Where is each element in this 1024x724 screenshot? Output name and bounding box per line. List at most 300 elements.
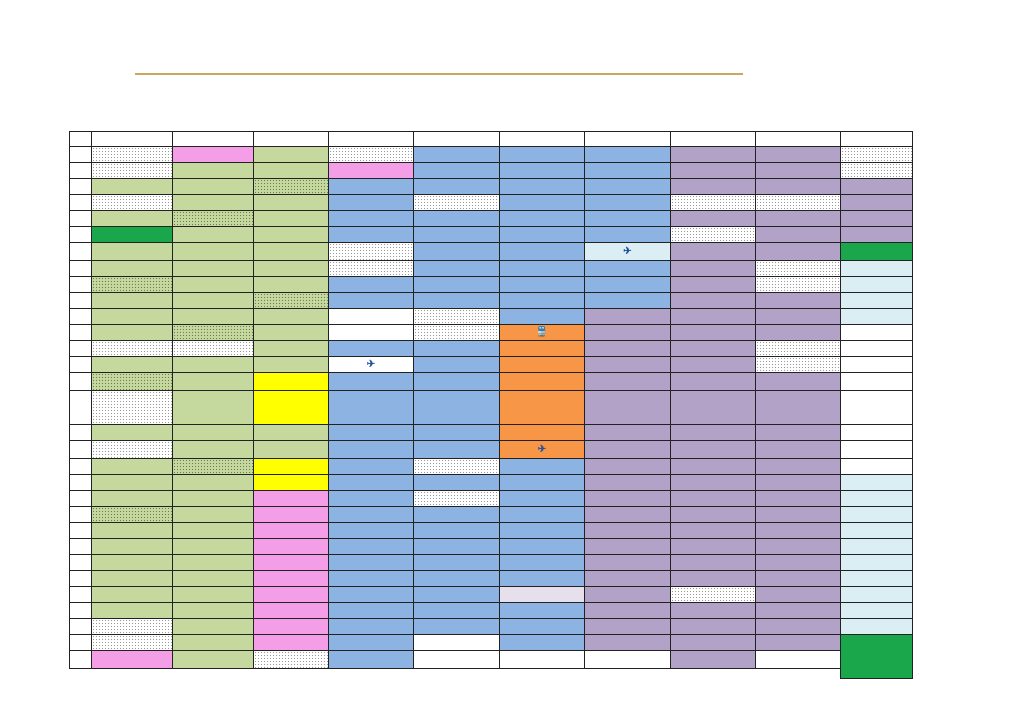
day-cell[interactable] <box>172 226 254 243</box>
day-cell[interactable] <box>172 602 254 619</box>
day-cell[interactable] <box>91 162 173 179</box>
day-cell[interactable] <box>413 276 500 293</box>
day-cell[interactable] <box>499 506 585 523</box>
day-cell[interactable] <box>253 586 329 603</box>
day-cell[interactable] <box>840 292 913 309</box>
day-cell[interactable] <box>91 440 173 459</box>
day-cell[interactable] <box>328 522 414 539</box>
day-cell[interactable] <box>91 194 173 211</box>
day-cell[interactable] <box>253 458 329 475</box>
day-cell[interactable] <box>328 570 414 587</box>
day-cell[interactable] <box>499 226 585 243</box>
day-cell[interactable] <box>584 490 671 507</box>
day-cell[interactable] <box>499 602 585 619</box>
day-cell[interactable] <box>328 372 414 391</box>
day-cell[interactable] <box>253 226 329 243</box>
day-cell[interactable] <box>670 570 756 587</box>
day-cell[interactable] <box>328 162 414 179</box>
day-cell[interactable] <box>840 424 913 441</box>
day-cell[interactable] <box>755 522 841 539</box>
day-cell[interactable] <box>670 340 756 357</box>
day-cell[interactable] <box>499 586 585 603</box>
day-cell[interactable] <box>499 194 585 211</box>
day-cell[interactable] <box>670 210 756 227</box>
day-cell[interactable] <box>584 650 671 669</box>
day-cell[interactable] <box>91 458 173 475</box>
day-cell[interactable] <box>755 146 841 163</box>
day-cell[interactable] <box>413 146 500 163</box>
day-cell[interactable] <box>499 554 585 571</box>
day-cell[interactable] <box>584 146 671 163</box>
day-cell[interactable] <box>670 308 756 325</box>
day-cell[interactable] <box>253 242 329 261</box>
day-cell[interactable] <box>840 618 913 635</box>
day-cell[interactable] <box>172 538 254 555</box>
day-cell[interactable] <box>172 490 254 507</box>
day-cell[interactable] <box>328 356 414 373</box>
day-cell[interactable] <box>755 570 841 587</box>
day-cell[interactable] <box>755 634 841 651</box>
day-cell[interactable] <box>670 390 756 425</box>
day-cell[interactable] <box>413 242 500 261</box>
day-cell[interactable] <box>584 506 671 523</box>
day-cell[interactable] <box>413 506 500 523</box>
day-cell[interactable] <box>670 260 756 277</box>
day-cell[interactable] <box>584 586 671 603</box>
day-cell[interactable] <box>172 570 254 587</box>
day-cell[interactable] <box>328 210 414 227</box>
day-cell[interactable] <box>755 424 841 441</box>
day-cell[interactable] <box>670 146 756 163</box>
day-cell[interactable] <box>253 634 329 651</box>
day-cell[interactable] <box>91 570 173 587</box>
day-cell[interactable] <box>413 372 500 391</box>
day-cell[interactable] <box>413 260 500 277</box>
day-cell[interactable] <box>499 650 585 669</box>
day-cell[interactable] <box>253 554 329 571</box>
day-cell[interactable] <box>328 424 414 441</box>
day-cell[interactable] <box>172 554 254 571</box>
day-cell[interactable] <box>840 490 913 507</box>
day-cell[interactable] <box>253 390 329 425</box>
day-cell[interactable] <box>670 458 756 475</box>
day-cell[interactable] <box>328 634 414 651</box>
day-cell[interactable] <box>328 650 414 669</box>
day-cell[interactable] <box>413 586 500 603</box>
day-cell[interactable] <box>840 260 913 277</box>
day-cell[interactable] <box>253 602 329 619</box>
day-cell[interactable] <box>499 178 585 195</box>
day-cell[interactable] <box>670 424 756 441</box>
day-cell[interactable] <box>840 242 913 261</box>
day-cell[interactable] <box>172 356 254 373</box>
day-cell[interactable] <box>253 260 329 277</box>
day-cell[interactable] <box>328 618 414 635</box>
day-cell[interactable] <box>670 276 756 293</box>
day-cell[interactable] <box>499 458 585 475</box>
day-cell[interactable] <box>413 210 500 227</box>
day-cell[interactable] <box>172 292 254 309</box>
day-cell[interactable] <box>253 538 329 555</box>
day-cell[interactable] <box>840 390 913 425</box>
day-cell[interactable] <box>499 570 585 587</box>
day-cell[interactable] <box>840 146 913 163</box>
day-cell[interactable] <box>584 162 671 179</box>
day-cell[interactable] <box>413 554 500 571</box>
day-cell[interactable] <box>499 474 585 491</box>
day-cell[interactable] <box>172 586 254 603</box>
day-cell[interactable] <box>755 554 841 571</box>
day-cell[interactable] <box>413 178 500 195</box>
day-cell[interactable] <box>91 390 173 425</box>
day-cell[interactable] <box>172 162 254 179</box>
day-cell[interactable] <box>840 340 913 357</box>
day-cell[interactable] <box>91 356 173 373</box>
day-cell[interactable] <box>755 324 841 341</box>
day-cell[interactable] <box>755 372 841 391</box>
day-cell[interactable] <box>670 506 756 523</box>
day-cell[interactable] <box>499 522 585 539</box>
day-cell[interactable] <box>91 490 173 507</box>
day-cell[interactable] <box>413 634 500 651</box>
day-cell[interactable] <box>755 340 841 357</box>
day-cell[interactable] <box>755 226 841 243</box>
day-cell[interactable] <box>755 602 841 619</box>
day-cell[interactable] <box>413 292 500 309</box>
day-cell[interactable] <box>413 618 500 635</box>
day-cell[interactable] <box>584 308 671 325</box>
day-cell[interactable] <box>172 308 254 325</box>
day-cell[interactable] <box>172 340 254 357</box>
day-cell[interactable] <box>840 178 913 195</box>
day-cell[interactable] <box>755 490 841 507</box>
day-cell[interactable] <box>253 440 329 459</box>
day-cell[interactable] <box>91 554 173 571</box>
day-cell[interactable] <box>172 424 254 441</box>
day-cell[interactable] <box>840 162 913 179</box>
day-cell[interactable] <box>670 634 756 651</box>
day-cell[interactable] <box>499 308 585 325</box>
day-cell[interactable] <box>840 458 913 475</box>
day-cell[interactable] <box>840 586 913 603</box>
day-cell[interactable] <box>172 260 254 277</box>
day-cell[interactable] <box>328 178 414 195</box>
day-cell[interactable] <box>91 324 173 341</box>
day-cell[interactable] <box>584 260 671 277</box>
day-cell[interactable] <box>413 570 500 587</box>
day-cell[interactable] <box>840 308 913 325</box>
day-cell[interactable] <box>253 650 329 669</box>
day-cell[interactable] <box>584 324 671 341</box>
day-cell[interactable] <box>172 276 254 293</box>
day-cell[interactable] <box>413 308 500 325</box>
day-cell[interactable] <box>499 538 585 555</box>
day-cell[interactable] <box>253 146 329 163</box>
day-cell[interactable] <box>328 490 414 507</box>
day-cell[interactable] <box>253 618 329 635</box>
day-cell[interactable] <box>584 474 671 491</box>
day-cell[interactable] <box>755 308 841 325</box>
day-cell[interactable] <box>413 458 500 475</box>
day-cell[interactable] <box>413 226 500 243</box>
day-cell[interactable] <box>584 602 671 619</box>
day-cell[interactable] <box>91 506 173 523</box>
day-cell[interactable] <box>584 210 671 227</box>
day-cell[interactable] <box>253 356 329 373</box>
day-cell[interactable] <box>840 474 913 491</box>
day-cell[interactable] <box>413 390 500 425</box>
day-cell[interactable] <box>584 194 671 211</box>
day-cell[interactable] <box>91 292 173 309</box>
day-cell[interactable] <box>840 226 913 243</box>
day-cell[interactable] <box>755 586 841 603</box>
day-cell[interactable] <box>840 522 913 539</box>
day-cell[interactable] <box>499 372 585 391</box>
day-cell[interactable] <box>584 292 671 309</box>
day-cell[interactable] <box>328 260 414 277</box>
day-cell[interactable] <box>755 162 841 179</box>
day-cell[interactable] <box>328 506 414 523</box>
day-cell[interactable] <box>328 440 414 459</box>
day-cell[interactable] <box>253 308 329 325</box>
day-cell[interactable] <box>755 210 841 227</box>
day-cell[interactable] <box>328 194 414 211</box>
day-cell[interactable] <box>172 618 254 635</box>
day-cell[interactable] <box>499 634 585 651</box>
day-cell[interactable] <box>499 292 585 309</box>
day-cell[interactable] <box>91 474 173 491</box>
day-cell[interactable] <box>413 194 500 211</box>
day-cell[interactable] <box>253 372 329 391</box>
day-cell[interactable] <box>584 242 671 261</box>
day-cell[interactable] <box>253 522 329 539</box>
day-cell[interactable] <box>670 538 756 555</box>
day-cell[interactable] <box>328 602 414 619</box>
day-cell[interactable] <box>755 356 841 373</box>
day-cell[interactable] <box>584 340 671 357</box>
day-cell[interactable] <box>499 440 585 459</box>
day-cell[interactable] <box>499 356 585 373</box>
day-cell[interactable] <box>499 324 585 341</box>
day-cell[interactable] <box>755 178 841 195</box>
day-cell[interactable] <box>253 340 329 357</box>
day-cell[interactable] <box>584 634 671 651</box>
day-cell[interactable] <box>328 538 414 555</box>
day-cell[interactable] <box>755 458 841 475</box>
day-cell[interactable] <box>413 356 500 373</box>
day-cell[interactable] <box>413 602 500 619</box>
day-cell[interactable] <box>91 586 173 603</box>
day-cell[interactable] <box>413 424 500 441</box>
day-cell[interactable] <box>253 194 329 211</box>
day-cell[interactable] <box>755 292 841 309</box>
day-cell[interactable] <box>413 340 500 357</box>
day-cell[interactable] <box>755 440 841 459</box>
day-cell[interactable] <box>91 242 173 261</box>
day-cell[interactable] <box>172 650 254 669</box>
day-cell[interactable] <box>172 242 254 261</box>
day-cell[interactable] <box>755 390 841 425</box>
day-cell[interactable] <box>584 178 671 195</box>
day-cell[interactable] <box>253 490 329 507</box>
day-cell[interactable] <box>670 226 756 243</box>
day-cell[interactable] <box>413 522 500 539</box>
day-cell[interactable] <box>413 474 500 491</box>
day-cell[interactable] <box>840 538 913 555</box>
day-cell[interactable] <box>172 440 254 459</box>
day-cell[interactable] <box>584 618 671 635</box>
day-cell[interactable] <box>755 260 841 277</box>
day-cell[interactable] <box>91 650 173 669</box>
day-cell[interactable] <box>840 210 913 227</box>
day-cell[interactable] <box>91 308 173 325</box>
day-cell[interactable] <box>499 390 585 425</box>
day-cell[interactable] <box>172 634 254 651</box>
day-cell[interactable] <box>172 194 254 211</box>
day-cell[interactable] <box>584 538 671 555</box>
day-cell[interactable] <box>670 586 756 603</box>
day-cell[interactable] <box>172 146 254 163</box>
day-cell[interactable] <box>499 260 585 277</box>
day-cell[interactable] <box>670 602 756 619</box>
day-cell[interactable] <box>328 474 414 491</box>
day-cell[interactable] <box>328 554 414 571</box>
day-cell[interactable] <box>413 324 500 341</box>
day-cell[interactable] <box>253 474 329 491</box>
day-cell[interactable] <box>253 570 329 587</box>
day-cell[interactable] <box>91 226 173 243</box>
day-cell[interactable] <box>328 458 414 475</box>
day-cell[interactable] <box>91 260 173 277</box>
day-cell[interactable] <box>584 372 671 391</box>
day-cell[interactable] <box>91 522 173 539</box>
day-cell[interactable] <box>670 618 756 635</box>
day-cell[interactable] <box>584 226 671 243</box>
day-cell[interactable] <box>499 340 585 357</box>
day-cell[interactable] <box>755 194 841 211</box>
day-cell[interactable] <box>328 292 414 309</box>
day-cell[interactable] <box>840 194 913 211</box>
day-cell[interactable] <box>91 276 173 293</box>
day-cell[interactable] <box>755 538 841 555</box>
day-cell[interactable] <box>670 242 756 261</box>
day-cell[interactable] <box>840 356 913 373</box>
day-cell[interactable] <box>670 474 756 491</box>
day-cell[interactable] <box>840 506 913 523</box>
day-cell[interactable] <box>91 178 173 195</box>
day-cell[interactable] <box>413 162 500 179</box>
day-cell[interactable] <box>328 340 414 357</box>
ceremony-cell[interactable] <box>840 634 913 679</box>
day-cell[interactable] <box>670 292 756 309</box>
day-cell[interactable] <box>91 602 173 619</box>
day-cell[interactable] <box>755 276 841 293</box>
day-cell[interactable] <box>584 554 671 571</box>
day-cell[interactable] <box>253 506 329 523</box>
day-cell[interactable] <box>328 586 414 603</box>
day-cell[interactable] <box>584 390 671 425</box>
day-cell[interactable] <box>91 618 173 635</box>
day-cell[interactable] <box>413 490 500 507</box>
day-cell[interactable] <box>755 618 841 635</box>
day-cell[interactable] <box>755 474 841 491</box>
day-cell[interactable] <box>584 356 671 373</box>
day-cell[interactable] <box>670 194 756 211</box>
day-cell[interactable] <box>172 178 254 195</box>
day-cell[interactable] <box>670 162 756 179</box>
day-cell[interactable] <box>172 522 254 539</box>
day-cell[interactable] <box>413 538 500 555</box>
day-cell[interactable] <box>253 324 329 341</box>
day-cell[interactable] <box>253 162 329 179</box>
day-cell[interactable] <box>499 162 585 179</box>
day-cell[interactable] <box>499 242 585 261</box>
day-cell[interactable] <box>670 178 756 195</box>
day-cell[interactable] <box>172 458 254 475</box>
day-cell[interactable] <box>91 210 173 227</box>
day-cell[interactable] <box>584 458 671 475</box>
day-cell[interactable] <box>670 554 756 571</box>
day-cell[interactable] <box>328 276 414 293</box>
day-cell[interactable] <box>840 602 913 619</box>
day-cell[interactable] <box>840 440 913 459</box>
day-cell[interactable] <box>670 522 756 539</box>
day-cell[interactable] <box>172 390 254 425</box>
day-cell[interactable] <box>499 210 585 227</box>
day-cell[interactable] <box>253 178 329 195</box>
day-cell[interactable] <box>670 356 756 373</box>
day-cell[interactable] <box>670 440 756 459</box>
day-cell[interactable] <box>840 372 913 391</box>
day-cell[interactable] <box>840 324 913 341</box>
day-cell[interactable] <box>91 146 173 163</box>
day-cell[interactable] <box>91 538 173 555</box>
day-cell[interactable] <box>172 324 254 341</box>
day-cell[interactable] <box>584 522 671 539</box>
day-cell[interactable] <box>499 490 585 507</box>
day-cell[interactable] <box>328 324 414 341</box>
day-cell[interactable] <box>840 570 913 587</box>
day-cell[interactable] <box>328 242 414 261</box>
day-cell[interactable] <box>91 634 173 651</box>
day-cell[interactable] <box>755 506 841 523</box>
day-cell[interactable] <box>840 554 913 571</box>
day-cell[interactable] <box>499 276 585 293</box>
day-cell[interactable] <box>253 292 329 309</box>
day-cell[interactable] <box>670 650 756 669</box>
day-cell[interactable] <box>499 618 585 635</box>
day-cell[interactable] <box>328 226 414 243</box>
day-cell[interactable] <box>584 440 671 459</box>
day-cell[interactable] <box>584 424 671 441</box>
day-cell[interactable] <box>172 210 254 227</box>
day-cell[interactable] <box>253 276 329 293</box>
day-cell[interactable] <box>413 440 500 459</box>
day-cell[interactable] <box>499 424 585 441</box>
day-cell[interactable] <box>172 372 254 391</box>
day-cell[interactable] <box>413 650 500 669</box>
day-cell[interactable] <box>253 424 329 441</box>
day-cell[interactable] <box>91 340 173 357</box>
day-cell[interactable] <box>755 650 841 669</box>
day-cell[interactable] <box>584 276 671 293</box>
day-cell[interactable] <box>670 372 756 391</box>
day-cell[interactable] <box>584 570 671 587</box>
day-cell[interactable] <box>91 424 173 441</box>
day-cell[interactable] <box>840 276 913 293</box>
day-cell[interactable] <box>328 146 414 163</box>
day-cell[interactable] <box>172 506 254 523</box>
